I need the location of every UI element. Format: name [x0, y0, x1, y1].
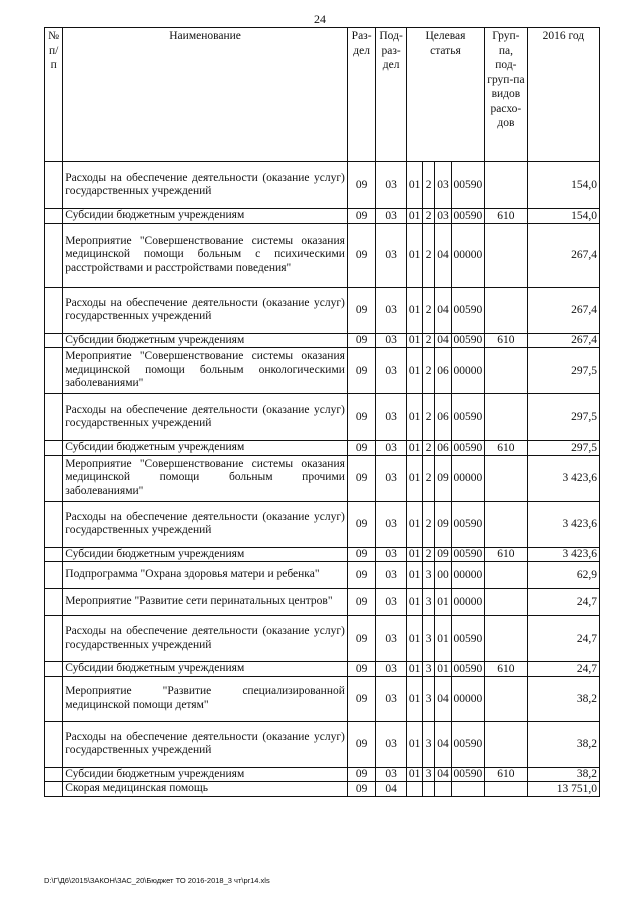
cell-name: Расходы на обеспечение деятельности (оказание услуг) государственных учреждений [63, 501, 348, 547]
cell-t2: 2 [423, 287, 435, 333]
cell-gr: 610 [485, 441, 528, 456]
cell-name: Мероприятие "Совершенствование системы оказания медицинской помощи больным прочими заболеваниями" [63, 455, 348, 501]
cell-t1: 01 [406, 616, 422, 662]
cell-t2: 3 [423, 721, 435, 767]
cell-gr: 610 [485, 547, 528, 562]
cell-t4: 00590 [451, 394, 485, 441]
cell-t4: 00000 [451, 223, 485, 287]
cell-rz: 09 [347, 676, 375, 721]
col-header-target: Целевая статья [406, 28, 484, 162]
cell-amt: 38,2 [527, 767, 599, 782]
cell-pr: 03 [376, 223, 406, 287]
cell-amt: 267,4 [527, 223, 599, 287]
cell-rz: 09 [347, 348, 375, 394]
cell-num [45, 455, 63, 501]
cell-t2: 3 [423, 662, 435, 677]
cell-name: Расходы на обеспечение деятельности (оказание услуг) государственных учреждений [63, 394, 348, 441]
cell-name: Подпрограмма "Охрана здоровья матери и ребенка" [63, 562, 348, 589]
cell-num [45, 721, 63, 767]
cell-t1: 01 [406, 333, 422, 348]
cell-t2: 3 [423, 767, 435, 782]
cell-num [45, 562, 63, 589]
cell-t1: 01 [406, 394, 422, 441]
cell-t2: 2 [423, 455, 435, 501]
table-row [45, 547, 600, 562]
cell-rz: 09 [347, 767, 375, 782]
cell-pr: 03 [376, 455, 406, 501]
cell-t2: 2 [423, 162, 435, 209]
cell-t4: 00590 [451, 616, 485, 662]
cell-amt: 38,2 [527, 721, 599, 767]
page-number: 24 [314, 12, 326, 26]
cell-rz: 09 [347, 162, 375, 209]
col-header-group: Груп-па, под-груп-па видов расхо-дов [485, 28, 528, 162]
cell-t3: 06 [435, 441, 451, 456]
table-row [45, 616, 600, 662]
cell-t3: 04 [435, 767, 451, 782]
cell-amt: 3 423,6 [527, 455, 599, 501]
cell-gr [485, 287, 528, 333]
cell-t2: 2 [423, 547, 435, 562]
cell-t1: 01 [406, 287, 422, 333]
cell-amt: 297,5 [527, 441, 599, 456]
cell-amt: 3 423,6 [527, 501, 599, 547]
cell-num [45, 441, 63, 456]
cell-t2 [423, 782, 435, 797]
cell-name: Субсидии бюджетным учреждениям [63, 767, 348, 782]
cell-t4: 00590 [451, 209, 485, 224]
table-row [45, 501, 600, 547]
table-row [45, 767, 600, 782]
cell-pr: 03 [376, 616, 406, 662]
cell-rz: 09 [347, 547, 375, 562]
cell-name: Расходы на обеспечение деятельности (оказание услуг) государственных учреждений [63, 616, 348, 662]
cell-name: Мероприятие "Развитие сети перинатальных центров" [63, 589, 348, 616]
cell-amt: 3 423,6 [527, 547, 599, 562]
cell-t3: 01 [435, 616, 451, 662]
col-header-razdel: Раз-дел [347, 28, 375, 162]
cell-rz: 09 [347, 209, 375, 224]
table-row [45, 441, 600, 456]
cell-t2: 3 [423, 676, 435, 721]
cell-amt: 297,5 [527, 348, 599, 394]
cell-name: Расходы на обеспечение деятельности (оказание услуг) государственных учреждений [63, 287, 348, 333]
cell-gr [485, 562, 528, 589]
cell-name: Субсидии бюджетным учреждениям [63, 662, 348, 677]
cell-num [45, 547, 63, 562]
cell-t2: 2 [423, 348, 435, 394]
cell-t4: 00590 [451, 767, 485, 782]
cell-gr [485, 589, 528, 616]
table-row [45, 209, 600, 224]
cell-gr: 610 [485, 767, 528, 782]
cell-t2: 2 [423, 209, 435, 224]
cell-t3 [435, 782, 451, 797]
cell-t4: 00000 [451, 589, 485, 616]
table-row [45, 162, 600, 209]
table-row [45, 394, 600, 441]
col-header-podrazdel: Под-раз-дел [376, 28, 406, 162]
cell-t3: 00 [435, 562, 451, 589]
cell-t4: 00590 [451, 662, 485, 677]
cell-amt: 297,5 [527, 394, 599, 441]
cell-name: Мероприятие "Совершенствование системы оказания медицинской помощи больным онкологическими заболеваниями" [63, 348, 348, 394]
cell-t4: 00590 [451, 287, 485, 333]
cell-pr: 03 [376, 562, 406, 589]
cell-gr: 610 [485, 333, 528, 348]
cell-t1: 01 [406, 348, 422, 394]
cell-t4: 00590 [451, 501, 485, 547]
table-row [45, 562, 600, 589]
cell-pr: 03 [376, 333, 406, 348]
cell-amt: 38,2 [527, 676, 599, 721]
cell-pr: 03 [376, 767, 406, 782]
cell-t4: 00590 [451, 721, 485, 767]
cell-pr: 03 [376, 501, 406, 547]
cell-t3: 09 [435, 501, 451, 547]
cell-amt: 154,0 [527, 209, 599, 224]
cell-t1: 01 [406, 455, 422, 501]
cell-t1: 01 [406, 547, 422, 562]
cell-num [45, 348, 63, 394]
cell-t2: 2 [423, 333, 435, 348]
cell-num [45, 394, 63, 441]
cell-t3: 03 [435, 162, 451, 209]
cell-gr: 610 [485, 662, 528, 677]
cell-t4: 00590 [451, 441, 485, 456]
table-row [45, 676, 600, 721]
cell-amt: 267,4 [527, 333, 599, 348]
cell-amt: 24,7 [527, 589, 599, 616]
cell-num [45, 767, 63, 782]
cell-t3: 04 [435, 223, 451, 287]
cell-pr: 03 [376, 441, 406, 456]
cell-gr [485, 676, 528, 721]
cell-rz: 09 [347, 223, 375, 287]
cell-name: Субсидии бюджетным учреждениям [63, 333, 348, 348]
cell-name: Мероприятие "Развитие специализированной медицинской помощи детям" [63, 676, 348, 721]
table-header-row [45, 28, 600, 162]
cell-rz: 09 [347, 287, 375, 333]
cell-t1: 01 [406, 223, 422, 287]
cell-t1 [406, 782, 422, 797]
col-header-num: № п/п [45, 28, 63, 162]
cell-t4: 00590 [451, 333, 485, 348]
cell-gr [485, 616, 528, 662]
table-row [45, 782, 600, 797]
cell-amt: 24,7 [527, 662, 599, 677]
cell-rz: 09 [347, 455, 375, 501]
cell-name: Мероприятие "Совершенствование системы оказания медицинской помощи больным с психическими расстройствами и расстройствами поведения" [63, 223, 348, 287]
cell-t2: 2 [423, 501, 435, 547]
cell-rz: 09 [347, 721, 375, 767]
file-path-footer: D:\Г\Д6\2015\ЗАКОН\ЗАС_20\Бюджет ТО 2016-2018_3 чт\pr14.xls [44, 876, 270, 885]
cell-name: Расходы на обеспечение деятельности (оказание услуг) государственных учреждений [63, 721, 348, 767]
cell-pr: 03 [376, 209, 406, 224]
budget-table [44, 27, 600, 797]
cell-gr [485, 455, 528, 501]
cell-rz: 09 [347, 333, 375, 348]
cell-t1: 01 [406, 501, 422, 547]
cell-t1: 01 [406, 662, 422, 677]
cell-pr: 03 [376, 662, 406, 677]
cell-gr [485, 394, 528, 441]
cell-t1: 01 [406, 721, 422, 767]
cell-num [45, 223, 63, 287]
cell-num [45, 501, 63, 547]
cell-t1: 01 [406, 676, 422, 721]
cell-amt: 154,0 [527, 162, 599, 209]
table-row [45, 721, 600, 767]
cell-t2: 2 [423, 223, 435, 287]
cell-num [45, 162, 63, 209]
cell-gr [485, 348, 528, 394]
cell-amt: 62,9 [527, 562, 599, 589]
cell-rz: 09 [347, 616, 375, 662]
cell-num [45, 209, 63, 224]
table-row [45, 589, 600, 616]
cell-num [45, 782, 63, 797]
cell-t1: 01 [406, 767, 422, 782]
cell-pr: 03 [376, 394, 406, 441]
cell-pr: 03 [376, 547, 406, 562]
cell-name: Субсидии бюджетным учреждениям [63, 547, 348, 562]
cell-t3: 04 [435, 287, 451, 333]
cell-t4: 00000 [451, 348, 485, 394]
cell-t3: 06 [435, 394, 451, 441]
cell-t1: 01 [406, 209, 422, 224]
cell-t2: 2 [423, 394, 435, 441]
cell-t4: 00590 [451, 547, 485, 562]
cell-t2: 2 [423, 441, 435, 456]
cell-gr [485, 162, 528, 209]
cell-t3: 03 [435, 209, 451, 224]
cell-num [45, 662, 63, 677]
cell-num [45, 333, 63, 348]
cell-rz: 09 [347, 662, 375, 677]
cell-t3: 06 [435, 348, 451, 394]
cell-rz: 09 [347, 394, 375, 441]
cell-name: Субсидии бюджетным учреждениям [63, 209, 348, 224]
cell-t3: 04 [435, 333, 451, 348]
table-row [45, 223, 600, 287]
cell-t1: 01 [406, 589, 422, 616]
table-row [45, 455, 600, 501]
cell-num [45, 589, 63, 616]
cell-rz: 09 [347, 589, 375, 616]
cell-gr [485, 721, 528, 767]
cell-pr: 03 [376, 348, 406, 394]
cell-t4: 00000 [451, 562, 485, 589]
cell-t4 [451, 782, 485, 797]
cell-pr: 03 [376, 589, 406, 616]
cell-gr [485, 501, 528, 547]
cell-t3: 04 [435, 676, 451, 721]
cell-num [45, 616, 63, 662]
col-header-year: 2016 год [527, 28, 599, 162]
cell-gr [485, 782, 528, 797]
cell-gr [485, 223, 528, 287]
cell-t2: 3 [423, 589, 435, 616]
cell-num [45, 287, 63, 333]
cell-name: Скорая медицинская помощь [63, 782, 348, 797]
cell-t3: 01 [435, 662, 451, 677]
cell-num [45, 676, 63, 721]
cell-t4: 00000 [451, 676, 485, 721]
cell-t2: 3 [423, 562, 435, 589]
table-row [45, 662, 600, 677]
table-row [45, 287, 600, 333]
cell-t2: 3 [423, 616, 435, 662]
cell-rz: 09 [347, 782, 375, 797]
cell-t4: 00590 [451, 162, 485, 209]
cell-rz: 09 [347, 562, 375, 589]
cell-t3: 09 [435, 455, 451, 501]
table-row [45, 333, 600, 348]
cell-t1: 01 [406, 562, 422, 589]
cell-pr: 03 [376, 721, 406, 767]
cell-t1: 01 [406, 162, 422, 209]
cell-pr: 03 [376, 676, 406, 721]
cell-t3: 09 [435, 547, 451, 562]
cell-name: Субсидии бюджетным учреждениям [63, 441, 348, 456]
cell-pr: 03 [376, 287, 406, 333]
cell-pr: 03 [376, 162, 406, 209]
cell-rz: 09 [347, 441, 375, 456]
cell-t1: 01 [406, 441, 422, 456]
cell-gr: 610 [485, 209, 528, 224]
table-row [45, 348, 600, 394]
cell-name: Расходы на обеспечение деятельности (оказание услуг) государственных учреждений [63, 162, 348, 209]
cell-pr: 04 [376, 782, 406, 797]
cell-amt: 13 751,0 [527, 782, 599, 797]
col-header-name: Наименование [63, 28, 348, 162]
cell-t4: 00000 [451, 455, 485, 501]
cell-t3: 04 [435, 721, 451, 767]
cell-t3: 01 [435, 589, 451, 616]
cell-amt: 24,7 [527, 616, 599, 662]
cell-amt: 267,4 [527, 287, 599, 333]
cell-rz: 09 [347, 501, 375, 547]
